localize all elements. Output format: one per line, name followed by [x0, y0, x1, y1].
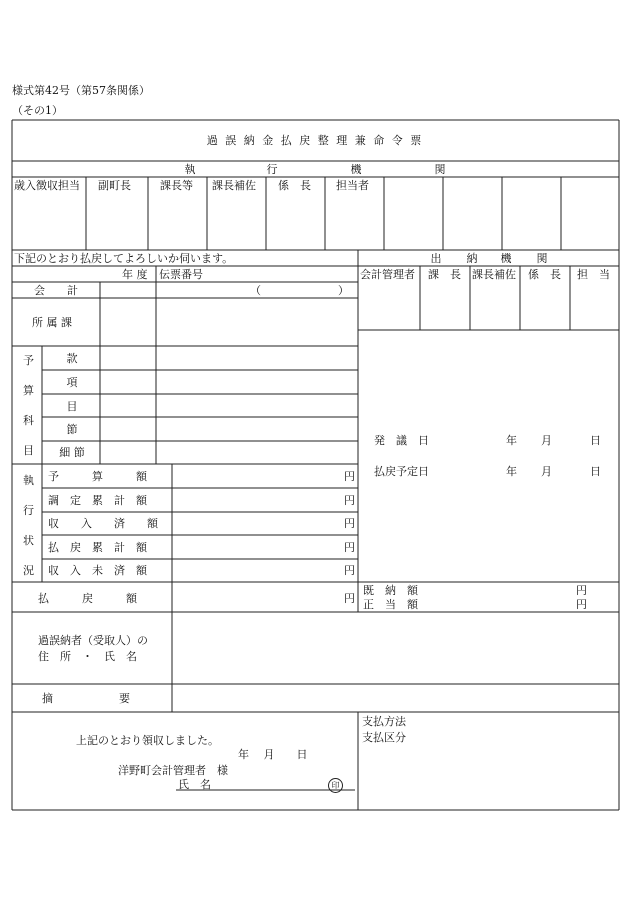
yen-proper: 円	[576, 598, 587, 611]
budget-kou: 項	[66, 376, 78, 389]
form-title: 過 誤 納 金 払 戻 整 理 兼 命 令 票	[206, 134, 424, 147]
budget-v1: 予	[23, 354, 34, 367]
role-section-chief: 課長等	[160, 179, 193, 192]
label-fiscal-year: 年 度	[122, 268, 148, 281]
label-payee-1: 過誤納者（受取人）の	[38, 634, 148, 647]
exec-received: 収 入 済 額	[48, 517, 158, 530]
budget-setsu: 節	[66, 423, 78, 436]
label-refund-amount: 払 戻 額	[38, 592, 137, 605]
issue-year: 年	[506, 434, 517, 447]
form-number: 様式第42号（第57条関係）	[12, 84, 150, 97]
label-paid-amount: 既 納 額	[363, 584, 418, 597]
plan-year: 年	[506, 465, 517, 478]
exec-heading-2: 行	[266, 163, 278, 176]
receipt-date: 年 月 日	[238, 748, 308, 761]
label-payment-method: 支払方法	[362, 715, 406, 728]
yen-1: 円	[344, 470, 355, 483]
label-proper-amount: 正 当 額	[363, 598, 418, 611]
form-subnumber: （その1）	[12, 104, 63, 117]
treasury-heading-4: 関	[536, 252, 548, 265]
label-slip-number: 伝票番号	[159, 268, 203, 281]
role-treasury-subchief: 係 長	[528, 268, 561, 281]
role-treasury-staff: 担 当	[577, 268, 610, 281]
issue-month: 月	[541, 434, 552, 447]
label-department: 所 属 課	[32, 316, 72, 329]
exec-heading-1: 執	[184, 163, 196, 176]
budget-v4: 目	[23, 444, 34, 457]
treasury-heading-1: 出	[430, 252, 442, 265]
yen-4: 円	[344, 541, 355, 554]
seal-mark: 印	[328, 778, 343, 793]
exec-v3: 状	[23, 534, 34, 547]
yen-3: 円	[344, 517, 355, 530]
budget-moku: 目	[66, 400, 78, 413]
label-account: 会 計	[34, 284, 78, 297]
budget-v2: 算	[23, 384, 34, 397]
label-issue-date: 発 議 日	[374, 434, 429, 447]
treasury-heading-2: 納	[466, 252, 478, 265]
role-treasury-chief: 課 長	[428, 268, 461, 281]
exec-v2: 行	[23, 504, 34, 517]
treasury-heading-3: 機	[500, 252, 512, 265]
label-payee-2: 住 所 ・ 氏 名	[38, 650, 137, 663]
exec-budget: 予 算 額	[48, 470, 147, 483]
budget-kan: 款	[66, 352, 78, 365]
exec-v4: 況	[23, 564, 34, 577]
exec-heading-4: 関	[434, 163, 446, 176]
receipt-name-label: 氏 名	[178, 778, 211, 791]
plan-day: 日	[590, 465, 601, 478]
exec-unreceived: 収 入 未 済 額	[48, 564, 147, 577]
role-assistant-chief: 課長補佐	[212, 179, 256, 192]
issue-day: 日	[590, 434, 601, 447]
exec-refunded-total: 払 戻 累 計 額	[48, 541, 147, 554]
role-deputy-mayor: 副町長	[98, 179, 131, 192]
budget-v3: 科	[23, 414, 34, 427]
role-person-in-charge: 担当者	[336, 179, 369, 192]
budget-saisetsu: 細 節	[59, 446, 85, 459]
role-accountant: 会計管理者	[360, 268, 415, 281]
plan-month: 月	[541, 465, 552, 478]
label-refund-plan-date: 払戻予定日	[374, 465, 429, 478]
exec-v1: 執	[23, 474, 34, 487]
yen-2: 円	[344, 494, 355, 507]
role-subsection-chief: 係 長	[278, 179, 311, 192]
yen-refund: 円	[344, 592, 355, 605]
yen-paid: 円	[576, 584, 587, 597]
receipt-text: 上記のとおり領収しました。	[76, 734, 219, 747]
request-text: 下記のとおり払戻してよろしいか伺います。	[14, 252, 234, 265]
role-treasury-assistant: 課長補佐	[472, 268, 516, 281]
label-payment-category: 支払区分	[362, 731, 406, 744]
label-summary: 摘 要	[42, 692, 130, 705]
yen-5: 円	[344, 564, 355, 577]
role-revenue-collector: 歳入徴収担当	[14, 179, 80, 192]
receipt-to: 洋野町会計管理者 様	[118, 764, 228, 777]
label-paren: （ ）	[250, 284, 349, 297]
exec-assessed-total: 調 定 累 計 額	[48, 494, 147, 507]
exec-heading-3: 機	[350, 163, 362, 176]
